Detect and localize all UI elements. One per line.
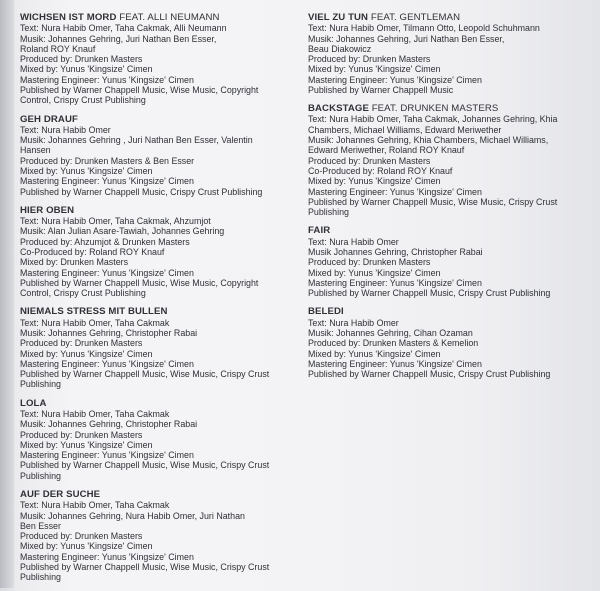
credit-line: Published by Warner Chappell Music, Crispy Crust Publishing xyxy=(20,186,263,197)
song-credits-fair xyxy=(308,225,593,298)
credit-line: Text: Nura Habib Omer, Tilmann Otto, Leopold Schuhmann xyxy=(308,23,540,34)
credit-line: Text: Nura Habib Omer, Taha Cakmak, Alli Neumann xyxy=(20,23,227,34)
credit-line: Roland ROY Knauf xyxy=(20,43,96,54)
song-title-text: LOLA xyxy=(20,397,47,409)
credit-line: Musik: Johannes Gehring, Juri Nathan Ben Esser, xyxy=(308,33,505,44)
credit-line: Produced by: Drunken Masters & Kemelion xyxy=(308,338,479,349)
credit-line: Musik: Johannes Gehring, Khia Chambers, Michael Williams, xyxy=(308,135,549,146)
credit-line: Musik: Johannes Gehring, Christopher Rabai xyxy=(20,327,198,338)
song-title-text: BACKSTAGE xyxy=(308,103,369,115)
credit-line: Musik: Johannes Gehring, Nura Habib Omer, Juri Nathan xyxy=(20,510,245,521)
credit-line: Publishing xyxy=(20,379,61,390)
song-title-text: FAIR xyxy=(308,225,331,237)
credit-line: Mixed by: Yunus 'Kingsize' Cimen xyxy=(20,541,153,552)
credit-line: Published by Warner Chappell Music, Wise Music, Crispy Crust xyxy=(308,196,558,207)
song-title xyxy=(308,225,593,236)
credit-line: Published by Warner Chappell Music, Wise Music, Crispy Crust xyxy=(20,460,270,471)
credit-line: Co-Produced by: Roland ROY Knauf xyxy=(308,165,453,176)
credit-line: Text: Nura Habib Omer, Taha Cakmak xyxy=(20,500,170,511)
credit-line: Mixed by: Yunus 'Kingsize' Cimen xyxy=(308,348,441,359)
song-credits-geh-drauf xyxy=(20,114,295,197)
credit-line: Musik: Johannes Gehring , Juri Nathan Ben Esser, Valentin xyxy=(20,135,253,146)
credit-line: Mastering Engineer: Yunus 'Kingsize' Cimen xyxy=(20,267,194,278)
credits-column-left xyxy=(20,12,295,591)
song-title xyxy=(308,12,593,23)
credit-line: Mixed by: Yunus 'Kingsize' Cimen xyxy=(308,64,441,75)
song-credits-hier-oben xyxy=(20,205,295,299)
song-featuring: FEAT. ALLI NEUMANN xyxy=(119,12,220,23)
credit-line: Produced by: Drunken Masters xyxy=(308,257,431,268)
credit-line: Mixed by: Yunus 'Kingsize' Cimen xyxy=(20,348,153,359)
credit-line: Text: Nura Habib Omer xyxy=(20,124,111,135)
credit-line: Mastering Engineer: Yunus 'Kingsize' Cimen xyxy=(20,551,194,562)
credit-line: Mastering Engineer: Yunus 'Kingsize' Cimen xyxy=(20,176,194,187)
credit-line: Mixed by: Yunus 'Kingsize' Cimen xyxy=(20,439,153,450)
credit-line: Musik: Alan Julian Asare-Tawiah, Johannes Gehring xyxy=(20,226,225,237)
credit-line: Published by Warner Chappell Music, Wise Music, Crispy Crust xyxy=(20,369,270,380)
credit-line: Edward Meriwether, Roland ROY Knauf xyxy=(308,145,465,156)
credit-line: Mixed by: Yunus 'Kingsize' Cimen xyxy=(20,165,153,176)
credit-line: Musik: Johannes Gehring, Christopher Rabai xyxy=(20,419,198,430)
credit-line: Text: Nura Habib Omer, Taha Cakmak xyxy=(20,408,170,419)
credit-line: Published by Warner Chappell Music, Wise Music, Copyright xyxy=(20,84,259,95)
credit-line: Mastering Engineer: Yunus 'Kingsize' Cimen xyxy=(20,450,194,461)
credit-line: Mastering Engineer: Yunus 'Kingsize' Cimen xyxy=(308,277,482,288)
credit-line: Text: Nura Habib Omer, Taha Cakmak, Ahzumjot xyxy=(20,216,211,227)
credit-line: Produced by: Drunken Masters xyxy=(308,155,431,166)
credit-line: Publishing xyxy=(20,572,61,583)
song-credits-lola xyxy=(20,398,295,481)
credit-line: Control, Crispy Crust Publishing xyxy=(20,95,146,106)
credit-line: Mixed by: Yunus 'Kingsize' Cimen xyxy=(308,176,441,187)
song-title xyxy=(20,398,295,409)
credit-line: Produced by: Drunken Masters xyxy=(20,531,143,542)
song-title xyxy=(308,103,593,114)
credit-line: Mastering Engineer: Yunus 'Kingsize' Cimen xyxy=(20,358,194,369)
credit-line: Ben Esser xyxy=(20,520,61,531)
credit-line: Publishing xyxy=(20,470,61,481)
song-title-text: GEH DRAUF xyxy=(20,113,78,125)
credit-line: Published by Warner Chappell Music, Crispy Crust Publishing xyxy=(308,288,551,299)
credit-line: Text: Nura Habib Omer xyxy=(308,236,399,247)
credit-line: Produced by: Ahzumjot & Drunken Masters xyxy=(20,236,190,247)
song-title xyxy=(20,489,295,500)
credit-line: Mixed by: Drunken Masters xyxy=(20,257,129,268)
credit-line: Mastering Engineer: Yunus 'Kingsize' Cimen xyxy=(308,74,482,85)
credit-line: Control, Crispy Crust Publishing xyxy=(20,288,146,299)
credit-line: Published by Warner Chappell Music, Wise Music, Copyright xyxy=(20,277,259,288)
song-credits-viel-zu-tun xyxy=(308,12,593,95)
credit-line: Mixed by: Yunus 'Kingsize' Cimen xyxy=(308,267,441,278)
song-credits-auf-der-suche xyxy=(20,489,295,583)
song-title-text: HIER OBEN xyxy=(20,204,75,216)
credit-line: Produced by: Drunken Masters xyxy=(20,338,143,349)
song-title xyxy=(20,205,295,216)
credit-line: Mastering Engineer: Yunus 'Kingsize' Cimen xyxy=(308,186,482,197)
credit-line: Published by Warner Chappell Music xyxy=(308,84,454,95)
song-title xyxy=(20,114,295,125)
song-title-text: AUF DER SUCHE xyxy=(20,489,101,500)
song-title-text: VIEL ZU TUN xyxy=(308,12,369,23)
credit-line: Mixed by: Yunus 'Kingsize' Cimen xyxy=(20,64,153,75)
credit-line: Published by Warner Chappell Music, Wise Music, Crispy Crust xyxy=(20,561,270,572)
credit-line: Published by Warner Chappell Music, Crispy Crust Publishing xyxy=(308,369,551,380)
credits-column-right xyxy=(308,12,593,387)
credit-line: Mastering Engineer: Yunus 'Kingsize' Cimen xyxy=(308,358,482,369)
page-gutter-shadow xyxy=(0,0,14,588)
song-title xyxy=(308,306,593,317)
song-featuring: FEAT. GENTLEMAN xyxy=(370,12,461,23)
song-credits-beledi xyxy=(308,306,593,379)
credit-line: Musik Johannes Gehring, Christopher Rabai xyxy=(308,246,483,257)
credit-line: Produced by: Drunken Masters & Ben Esser xyxy=(20,155,195,166)
credit-line: Text: Nura Habib Omer, Taha Cakmak, Johannes Gehring, Khia xyxy=(308,114,558,125)
song-featuring: FEAT. DRUNKEN MASTERS xyxy=(371,103,499,115)
credit-line: Text: Nura Habib Omer, Taha Cakmak xyxy=(20,317,170,328)
credit-line: Musik: Johannes Gehring, Juri Nathan Ben Esser, xyxy=(20,33,217,44)
credit-line: Text: Nura Habib Omer xyxy=(308,317,399,328)
song-title-text: WICHSEN IST MORD xyxy=(20,12,117,23)
credit-line: Produced by: Drunken Masters xyxy=(20,429,143,440)
song-title xyxy=(20,12,295,23)
credit-line: Chambers, Michael Williams, Edward Meriwether xyxy=(308,124,502,135)
credit-line: Publishing xyxy=(308,207,349,218)
song-credits-wichsen-ist-mord xyxy=(20,12,295,106)
credit-line: Mastering Engineer: Yunus 'Kingsize' Cimen xyxy=(20,74,194,85)
song-title xyxy=(20,306,295,317)
credit-line: Beau Diakowicz xyxy=(308,43,372,54)
credit-line: Hansen xyxy=(20,145,51,156)
song-credits-niemals-stress-mit-bullen xyxy=(20,306,295,389)
credit-line: Co-Produced by: Roland ROY Knauf xyxy=(20,246,165,257)
credit-line: Musik: Johannes Gehring, Cihan Ozaman xyxy=(308,327,473,338)
song-title-text: NIEMALS STRESS MIT BULLEN xyxy=(20,306,168,318)
song-title-text: BELEDI xyxy=(308,306,344,318)
song-credits-backstage xyxy=(308,103,593,217)
credit-line: Produced by: Drunken Masters xyxy=(20,54,143,65)
credit-line: Produced by: Drunken Masters xyxy=(308,54,431,65)
